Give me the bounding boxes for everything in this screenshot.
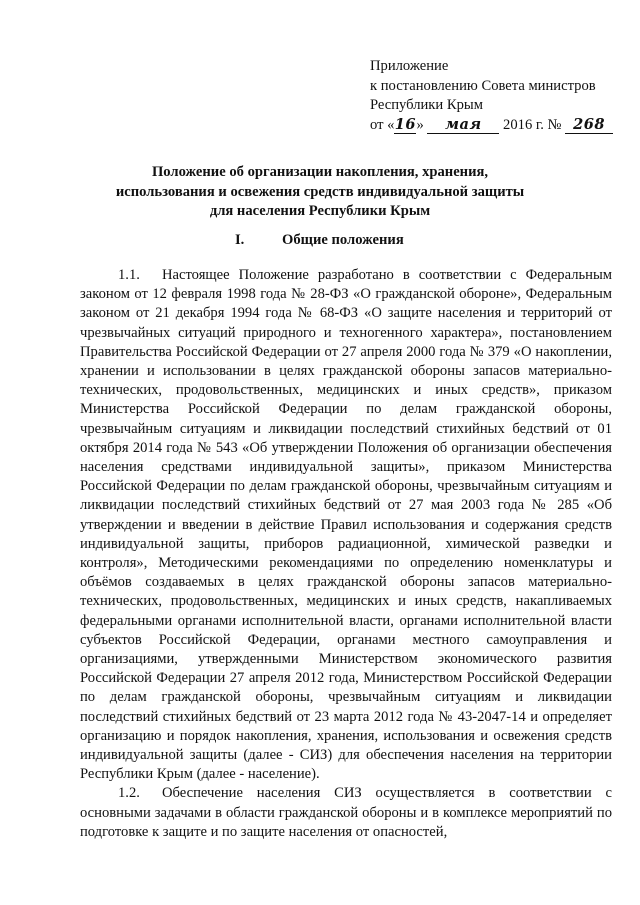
date-quote: » <box>416 116 424 133</box>
document-title <box>60 163 580 222</box>
title-line-3: для населения Республики Крым <box>209 203 431 219</box>
paragraph-text: Настоящее Положение разработано в соответствии с Федеральным законом от 12 февраля 1998 года № 28-ФЗ «О гражданской обороне», Федеральным законом от 21 декабря 1994 года № 68-ФЗ «О защите населения и территорий от чрезвычайных ситуаций природного и техногенного характера», постановлением Правительства Российской Федерации от 27 апреля 2000 года № 379 «О накоплении, хранении и использовании в целях гражданской обороны запасов материально-технических, продовольственных, медицинских и иных средств», приказом Министерства Российской Федерации по делам гражданской обороны, чрезвычайным ситуациям и ликвидации последствий стихийных бедствий от 01 октября 2014 года № 543 «Об утверждении Положения об организации обеспечения населения средствами индивидуальной защиты», приказом Министерства Российской Федерации по делам гражданской обороны, чрезвычайным ситуациям и ликвидации последствий стихийных бедствий от 27 мая 2003 года № 285 «Об утверждении и введении в действие Правил использования и содержания средств индивидуальной защиты, приборов радиационной, химической разведки и контроля», Методическими рекомендациями по определению номенклатуры и объёмов создаваемых в целях гражданской обороны запасов материально-технических, продовольственных, медицинских и иных средств, накапливаемых федеральными органами исполнительной власти, органами исполнительной власти субъектов Российской Федерации, органами местного самоуправления и организациями, утвержденными Министерством экономического развития Российской Федерации 27 апреля 2012 года, Министерством Российской Федерации по делам гражданской обороны, чрезвычайным ситуациям и ликвидации последствий стихийных бедствий от 23 марта 2012 года № 43-2047-14 и определяет организацию и порядок накопления, хранения, использования и освежения средств индивидуальной защиты (далее - СИЗ) для обеспечения населения на территории Республики Крым (далее - население). <box>80 267 612 783</box>
appendix-line-2: к постановлению Совета министров <box>370 77 596 94</box>
appendix-line-1: Приложение <box>370 58 449 74</box>
appendix-line-3: Республики Крым <box>370 97 483 113</box>
section-title: Общие положения <box>282 232 404 248</box>
document-body <box>80 266 612 842</box>
paragraph-number: 1.1. <box>118 267 140 283</box>
appendix-date-line <box>370 116 625 136</box>
date-day: 16 <box>394 115 417 133</box>
paragraph-number: 1.2. <box>118 785 140 802</box>
document-number: 268 <box>565 116 613 134</box>
date-prefix: от « <box>370 116 395 133</box>
section-heading <box>0 232 640 252</box>
title-line-1: Положение об организации накопления, хранения, <box>151 164 489 180</box>
title-line-2: использования и освежения средств индивидуальной защиты <box>115 183 525 200</box>
section-number: I. <box>235 232 245 248</box>
date-month: мая <box>427 116 499 134</box>
paragraph <box>80 784 612 842</box>
paragraph-text: Обеспечение населения СИЗ осуществляется в соответствии с основными задачами в области гражданской обороны и в комплексе мероприятий по подготовке к защите и по защите населения от опасностей, <box>80 785 612 840</box>
paragraph <box>80 266 612 784</box>
date-year: 2016 г. № <box>503 116 562 133</box>
appendix-block <box>370 57 625 135</box>
